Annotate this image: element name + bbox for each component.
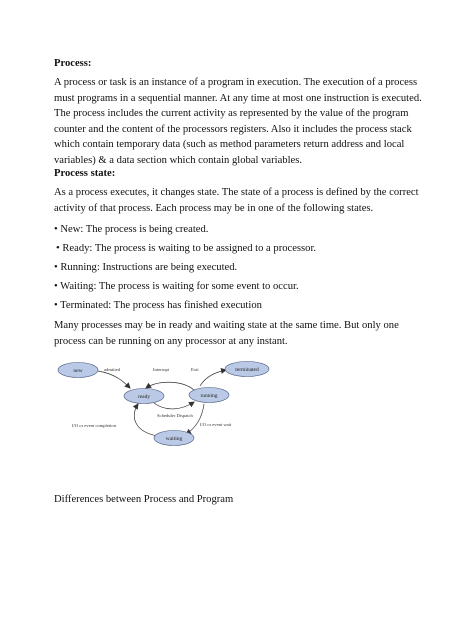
bullet-waiting: • Waiting: The process is waiting for some event to occur. [54,281,299,292]
process-definition-paragraph: A process or task is an instance of a program in execution. The execution of a process must programs in a sequential manner. At any time at most one instruction is executed. The process includes the current activity as represented by the value of the program counter and the content of the processors registers. Also it includes the process stack which contain temporary data (such as method parameters return address and local variables) & a data section which contain global variables. [54,77,422,166]
exit-arrow [200,370,226,386]
bullet-terminated: • Terminated: The process has finished execution [54,300,262,311]
process-heading: Process: [54,58,92,69]
admitted-label: admitted [104,367,121,372]
io-completion-arrow [134,404,158,436]
state-node-new-label: new [73,368,83,374]
process-state-diagram [54,358,279,458]
io-completion-label: I/O or event completion [72,423,117,428]
state-node-terminated [225,362,269,377]
io-wait-label: I/O or event wait [200,422,232,427]
process-state-paragraph: As a process executes, it changes state. The state of a process is defined by the correct activity of that process. Each process may be in one of the following states. [54,187,419,214]
bullet-new: • New: The process is being created. [54,224,209,235]
many-processes-paragraph: Many processes may be in ready and waiting state at the same time. But only one process can be running on any processor at any instant. [54,320,399,347]
io-wait-arrow [186,404,204,434]
state-node-waiting [154,431,194,446]
bullet-ready: • Ready: The process is waiting to be assigned to a processor. [56,243,317,254]
exit-label: Exit [191,367,199,372]
differences-heading: Differences between Process and Program [54,494,234,505]
state-node-running-label: running [200,393,218,399]
state-node-new [58,363,98,378]
interrupt-arrow [146,382,194,390]
admitted-arrow [98,371,130,388]
scheduler-dispatch-label: Scheduler Dispatch [157,413,193,418]
state-node-ready [124,389,164,404]
bullet-running: • Running: Instructions are being executed. [54,262,238,273]
scheduler-dispatch-arrow [154,402,194,409]
state-node-running [189,388,229,403]
process-state-heading: Process state: [54,168,116,179]
state-node-waiting-label: waiting [165,436,183,442]
interrupt-label: Interrupt [153,367,170,372]
state-node-terminated-label: terminated [235,367,259,373]
state-node-ready-label: ready [137,394,151,400]
